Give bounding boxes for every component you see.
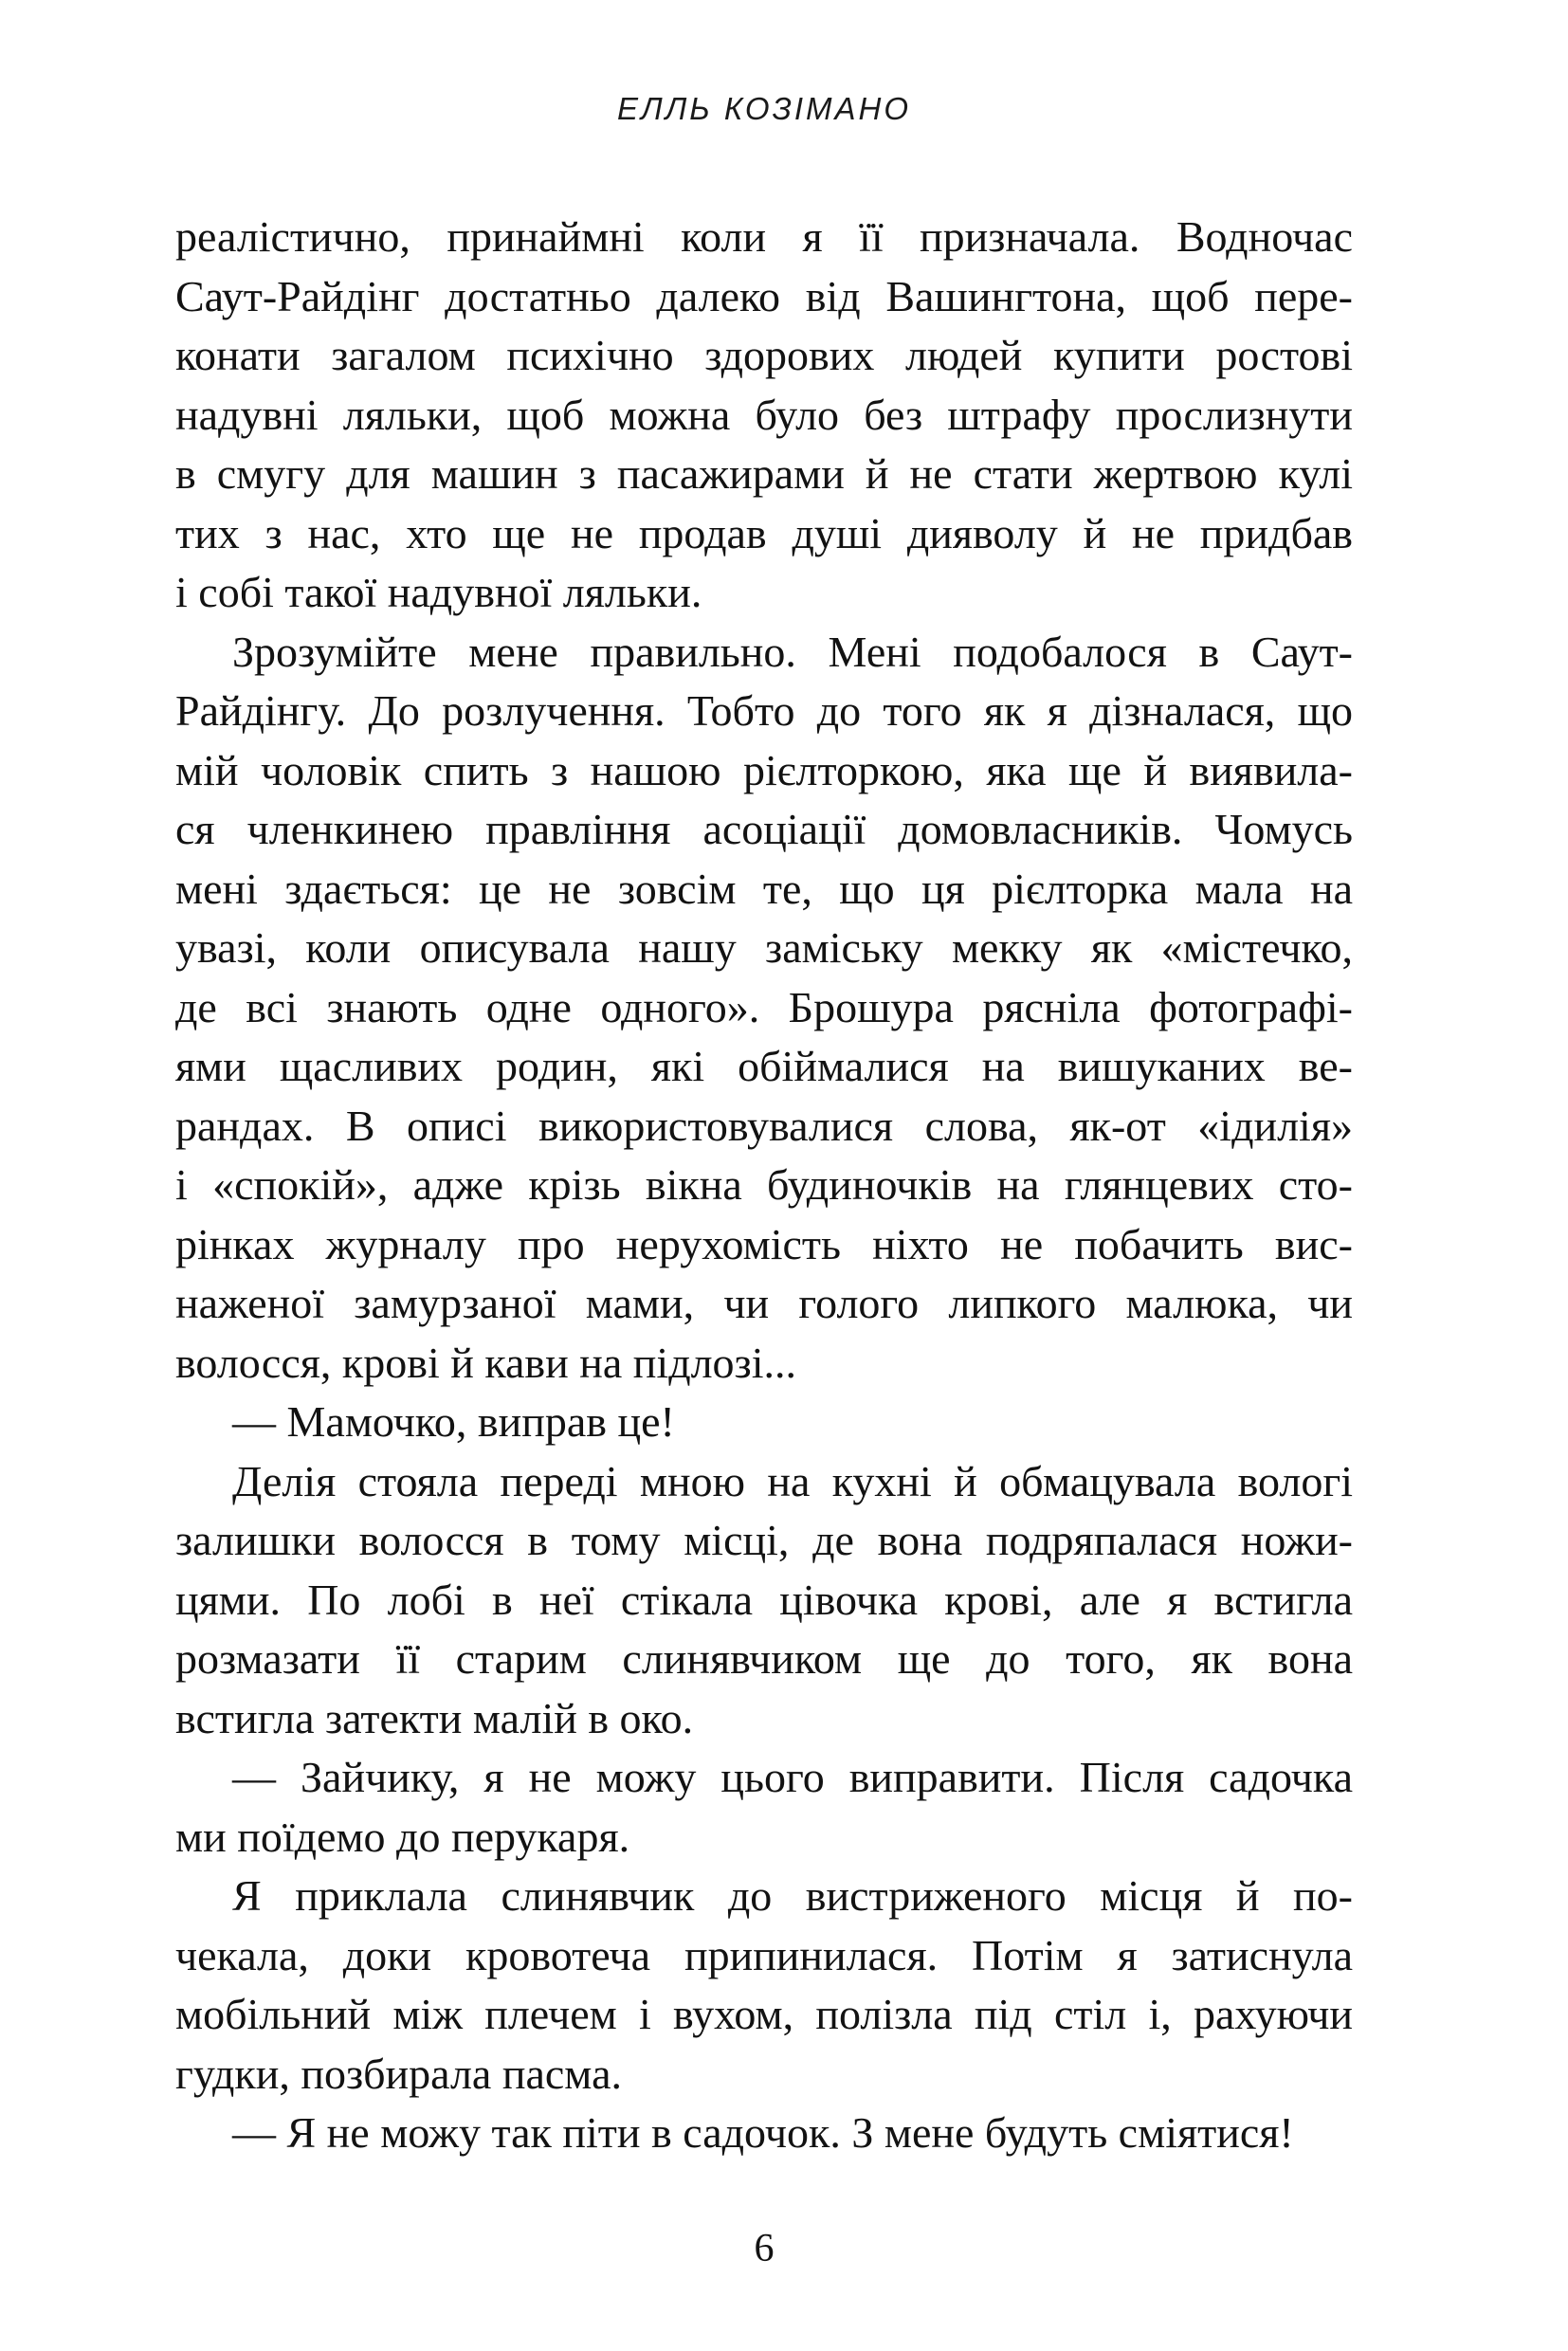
text-line: — Зайчику, я не можу цього виправити. Після садочка [232,1753,1353,1801]
text-line: ми поїдемо до перукаря. [175,1812,630,1861]
text-line: наженої замурзаної мами, чи голого липкого малюка, чи [175,1279,1353,1327]
text-line: встигла затекти малій в око. [175,1693,694,1742]
text-line: тих з нас, хто ще не продав душі дияволу й не придбав [175,508,1353,557]
text-line: в смугу для машин з пасажирами й не стати жертвою кулі [175,449,1353,498]
text-line: надувні ляльки, щоб можна було без штрафу прослизнути [175,390,1353,439]
text-line: і собі такої надувної ляльки. [175,568,702,616]
text-line: Делія стояла переді мною на кухні й обмацувала вологі [232,1456,1353,1505]
text-line: залишки волосся в тому місці, де вона подряпалася ножи- [175,1516,1353,1564]
body-text-block [175,208,1353,2163]
page-number: 6 [754,2227,775,2270]
text-line: чекала, доки кровотеча припинилася. Потім я затиснула [175,1930,1353,1979]
text-line: Райдінгу. До розлучення. Тобто до того як я дізналася, що [175,686,1353,735]
text-line: мені здається: це не зовсім те, що ця рієлторка мала на [175,864,1353,913]
text-line: де всі знають одне одного». Брошура рясніла фотографі- [175,982,1353,1031]
text-line: розмазати її старим слинявчиком ще до того, як вона [175,1634,1353,1683]
text-line: мій чоловік спить з нашою рієлторкою, яка ще й виявила- [175,745,1353,794]
text-line: — Я не можу так піти в садочок. З мене будуть сміятися! [232,2108,1294,2157]
text-line: ся членкинею правління асоціації домовласників. Чомусь [175,805,1353,853]
text-line: реалістично, принаймні коли я її призначала. Водночас [175,212,1353,261]
text-line: цями. По лобі в неї стікала цівочка крові, але я встигла [175,1575,1353,1624]
text-line: Зрозумійте мене правильно. Мені подобалося в Саут- [232,627,1353,676]
running-header-author: ЕЛЛЬ КОЗІМАНО [616,91,912,126]
text-line: увазі, коли описувала нашу заміську мекку як «містечко, [175,923,1353,972]
text-line: — Мамочко, виправ це! [232,1397,675,1446]
text-line: рінках журналу про нерухомість ніхто не побачить вис- [175,1219,1353,1268]
text-line: рандах. В описі використовувалися слова, як-от «ідилія» [175,1101,1353,1150]
text-line: Я приклала слинявчик до вистриженого місця й по- [232,1871,1353,1920]
text-line: і «спокій», адже крізь вікна будиночків на глянцевих сто- [175,1160,1353,1209]
text-line: мобільний між плечем і вухом, полізла під стіл і, рахуючи [175,1990,1353,2038]
text-line: ями щасливих родин, які обіймалися на вишуканих ве- [175,1042,1353,1090]
text-line: Саут-Райдінг достатньо далеко від Вашингтона, щоб пере- [175,271,1353,320]
text-line: гудки, позбирала пасма. [175,2049,623,2098]
text-line: конати загалом психічно здорових людей купити ростові [175,331,1353,379]
text-line: волосся, крові й кави на підлозі... [175,1338,797,1387]
